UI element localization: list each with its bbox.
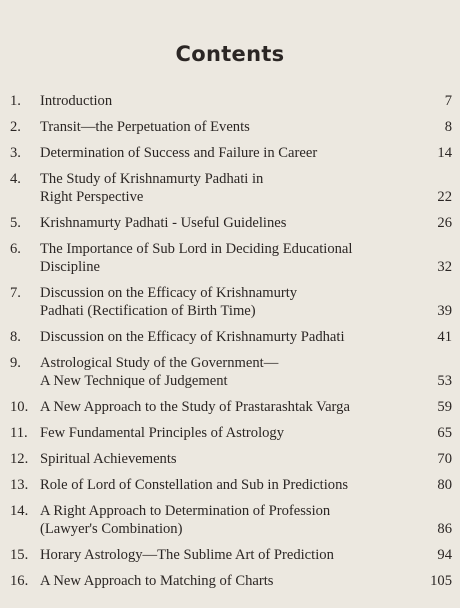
entry-page-number: 59 [437,399,452,415]
entry-title-line: Determination of Success and Failure in Career [40,145,318,161]
entry-title-line: A New Technique of Judgement [40,373,228,389]
entry-title [40,170,414,206]
entry-title [40,214,414,232]
toc-entry [10,92,454,110]
entry-title-line: Transit—the Perpetuation of Events [40,119,250,135]
toc-entry [10,144,454,162]
entry-page-number: 14 [437,145,452,161]
entry-title-line: Horary Astrology—The Sublime Art of Prediction [40,547,334,563]
entry-number: 9. [10,355,21,371]
entry-number: 14. [10,503,29,519]
toc-entry [10,398,454,416]
entry-page-number: 80 [437,477,452,493]
toc-entry [10,476,454,494]
entry-number: 3. [10,145,21,161]
toc-entry [10,502,454,538]
entry-title-line: Discipline [40,259,100,275]
entry-title [40,450,414,468]
entry-number: 4. [10,171,21,187]
entry-title-line: Padhati (Rectification of Birth Time) [40,303,256,319]
toc-entry [10,240,454,276]
entry-title-line: Few Fundamental Principles of Astrology [40,425,285,441]
entry-page-number: 86 [437,521,452,537]
entry-page-number: 32 [437,259,452,275]
entry-title-line: The Study of Krishnamurty Padhati in [40,171,264,187]
entry-title-line: Role of Lord of Constellation and Sub in Predictions [40,477,349,493]
entry-title-line: The Importance of Sub Lord in Deciding Educational [40,241,353,257]
entry-number: 8. [10,329,21,345]
toc-entry [10,170,454,206]
entry-title-line: Astrological Study of the Government— [40,355,279,371]
entry-title [40,424,414,442]
toc-entry [10,546,454,564]
entry-title-line: A New Approach to Matching of Charts [40,573,274,589]
entry-title-line: A New Approach to the Study of Prastarashtak Varga [40,399,350,415]
entry-page-number: 26 [437,215,452,231]
entry-number: 6. [10,241,21,257]
entry-page-number: 39 [437,303,452,319]
entry-page-number: 53 [437,373,452,389]
entry-title [40,144,414,162]
entry-title-line: Discussion on the Efficacy of Krishnamurty [40,285,298,301]
entry-number: 7. [10,285,21,301]
entry-page-number: 8 [444,119,452,135]
toc-entry [10,284,454,320]
toc-entry [10,118,454,136]
entry-page-number: 70 [437,451,452,467]
entry-title [40,328,414,346]
entry-title [40,240,414,276]
entry-title [40,118,414,136]
entry-page-number: 7 [444,93,452,109]
entry-title-line: (Lawyer's Combination) [40,521,183,537]
entry-page-number: 94 [437,547,452,563]
entry-number: 1. [10,93,21,109]
entry-title [40,92,414,110]
entry-number: 16. [10,573,29,589]
entry-number: 12. [10,451,29,467]
toc-entry [10,328,454,346]
entry-number: 2. [10,119,21,135]
page-title: Contents [175,42,285,66]
entry-page-number: 22 [437,189,452,205]
entry-title [40,476,414,494]
entry-number: 5. [10,215,21,231]
toc-entry [10,214,454,232]
entry-title [40,398,414,416]
toc-entry [10,354,454,390]
entry-number: 13. [10,477,29,493]
entry-number: 11. [10,425,28,441]
toc-entry [10,572,454,590]
entry-title [40,354,414,390]
entry-title [40,284,414,320]
entry-page-number: 65 [437,425,452,441]
toc-entry [10,450,454,468]
entry-title [40,546,414,564]
entry-title [40,502,414,538]
entry-title-line: Right Perspective [40,189,144,205]
entry-number: 10. [10,399,29,415]
toc-entry [10,424,454,442]
entry-title [40,572,414,590]
entry-number: 15. [10,547,29,563]
toc-list [10,92,454,598]
entry-title-line: Discussion on the Efficacy of Krishnamurty Padhati [40,329,345,345]
entry-page-number: 105 [430,573,452,589]
entry-title-line: Spiritual Achievements [40,451,177,467]
entry-title-line: Krishnamurty Padhati - Useful Guidelines [40,215,287,231]
entry-title-line: A Right Approach to Determination of Profession [40,503,331,519]
entry-title-line: Introduction [40,93,113,109]
entry-page-number: 41 [437,329,452,345]
